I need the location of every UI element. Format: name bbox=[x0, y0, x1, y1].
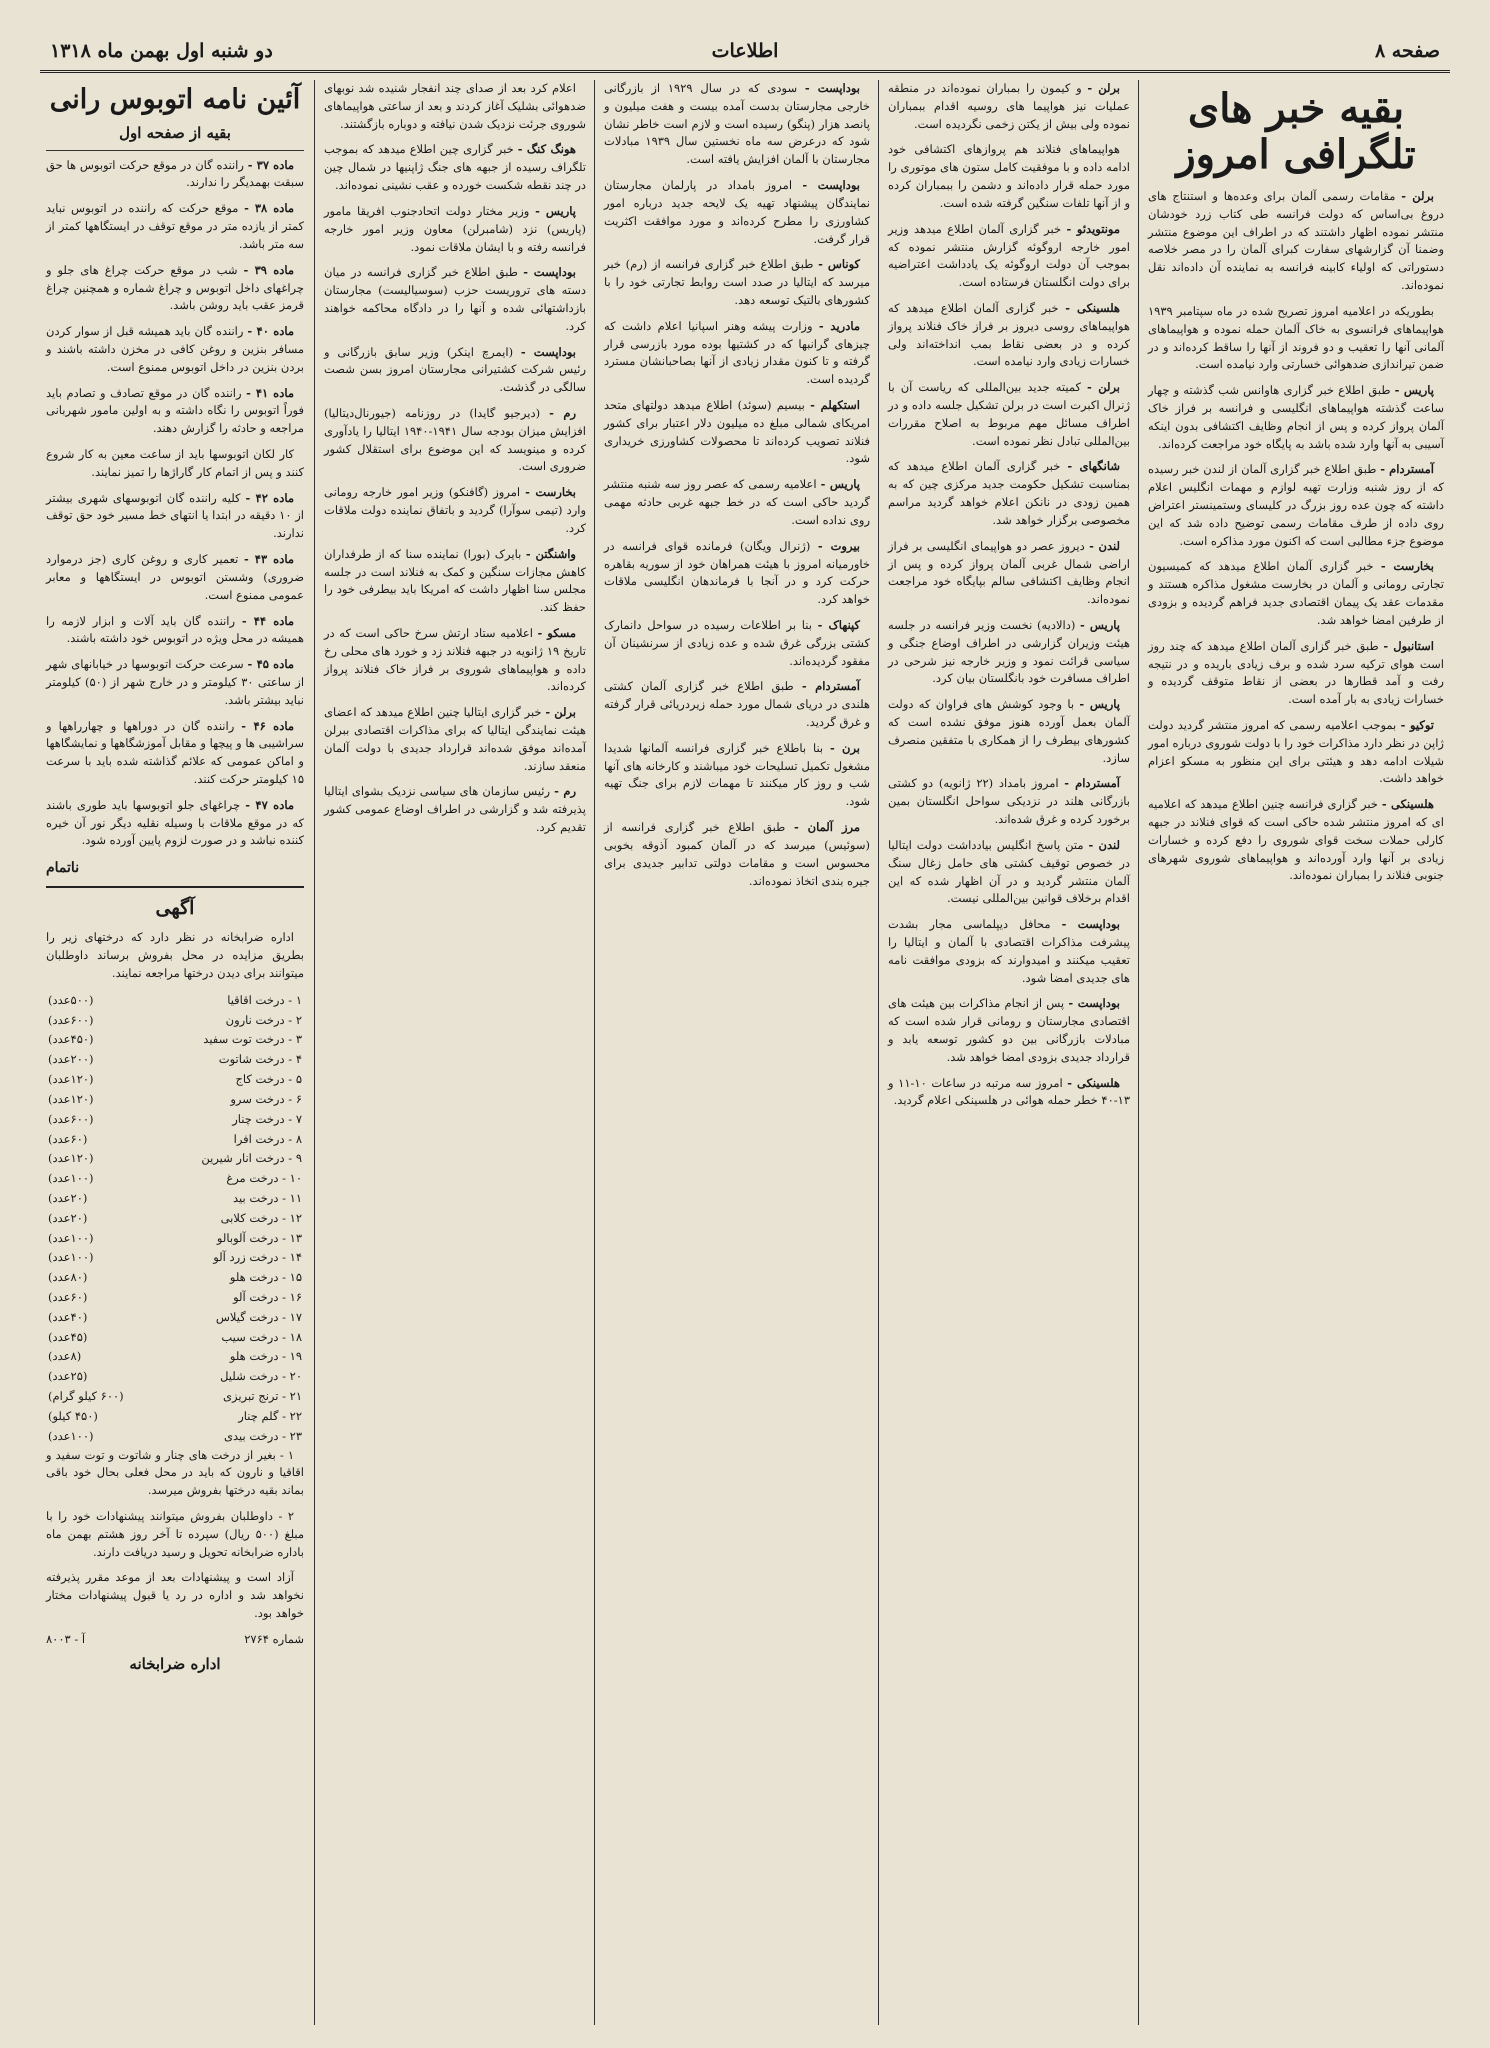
paragraph-text: بموجب اعلامیه رسمی که امروز منتشر گردید دولت ژاپن در نظر دارد مذاکرات خود را با دولت شوروی درباره امور شیلات ادامه دهد و هیئتی برای این منظور به مسکو اعزام خواهد داشت. bbox=[1148, 717, 1444, 786]
dateline: بخارست - bbox=[1380, 559, 1434, 574]
ad-note: آزاد است و پیشنهادات بعد از موعد مقرر پذیرفته نخواهد شد و اداره در رد یا قبول پیشنهادات مختار خواهد بود. bbox=[46, 1570, 304, 1621]
dateline: رم - bbox=[554, 784, 576, 799]
dateline: بوداپست - bbox=[1061, 917, 1120, 932]
item-table bbox=[46, 991, 304, 1447]
item-name: ۱۲ - درخت کلابی bbox=[220, 1210, 302, 1225]
item-name: ۷ - درخت چنار bbox=[232, 1111, 302, 1126]
paragraph-text: کلیه راننده گان اتوبوسهای شهری بیشتر از ۱۰ دقیقه در ابتدا یا انتهای خط مسیر خود حق توقف ندارند. bbox=[46, 490, 305, 541]
column-telegraph-news bbox=[1142, 80, 1450, 2025]
item-name: ۹ - درخت انار شیرین bbox=[201, 1151, 302, 1166]
paragraph-text: بیسیم (سوئد) اطلاع میدهد دولتهای متحد امریکای شمالی مبلغ ده میلیون دلار اعتبار برای کشور فنلاند تصویب کرده‌اند تا محصولات کشاورزی خریداری شود. bbox=[604, 398, 870, 466]
item-name: ۱۸ - درخت سیب bbox=[221, 1329, 302, 1344]
news-paragraph bbox=[1148, 382, 1444, 453]
paragraph-text: طبق اطلاع خبر گزاری آلمان از لندن خبر رسیده که از روز شنبه وزارت تهیه لوازم و مهمات انگلیس اعلام داشته که چون عده روز بزرگ در کلیسای وستمینستر اعتراض روی داده از طرف مقامات رسمی توضیح داده شد که این موضوع جزء مطالبی است که اکنون مورد مذاکره است. bbox=[1148, 462, 1444, 548]
item-count: (۴۰عدد) bbox=[48, 1309, 88, 1324]
paragraph-text: کمیته جدید بین‌المللی که ریاست آن با ژنرال اکبرت است در برلن تشکیل جلسه داده و در اطراف مسائل مهم مربوط به اصلاح مقررات بین‌المللی تبادل نظر نموده است. bbox=[888, 380, 1130, 448]
dateline: استانبول - bbox=[1383, 638, 1434, 653]
news-paragraph bbox=[604, 177, 870, 248]
item-count: (۲۵عدد) bbox=[48, 1369, 88, 1384]
item-name: ۱۹ - درخت هلو bbox=[229, 1349, 302, 1364]
dateline: واشنگتن - bbox=[525, 546, 576, 561]
dateline: کوناس - bbox=[818, 257, 861, 272]
news-paragraph bbox=[1148, 188, 1444, 295]
dateline: مرز آلمان - bbox=[793, 820, 861, 835]
ad-item-row bbox=[46, 1268, 304, 1288]
ad-item-row bbox=[46, 1288, 304, 1308]
paragraph-text: سرعت حرکت اتوبوسها در خیابانهای شهر از ساعتی ۳۰ کیلومتر و در خارج شهر از (۵۰) کیلومتر نباید بیشتر باشد. bbox=[46, 657, 305, 707]
news-paragraph bbox=[1148, 796, 1444, 885]
ad-item-row bbox=[46, 1110, 304, 1130]
dateline: ماده ۴۰ - bbox=[247, 324, 295, 339]
item-count: (۴۵۰ کیلو) bbox=[48, 1408, 98, 1423]
paragraph-text: بطوریکه در اعلامیه امروز تصریح شده در ماه سپتامبر ۱۹۳۹ هواپیماهای فرانسوی به خاک آلمان حمله نموده و هواپیماهای آلمانی آنها را تعقیب و دو فروند از آنها را ساقط کرده‌اند و در ضمن تیراندازی ضدهوائی خسارتی وارد نیامده است. bbox=[1148, 303, 1444, 372]
news-paragraph bbox=[1148, 717, 1444, 788]
news-paragraph bbox=[46, 490, 304, 543]
dateline: کپنهاک - bbox=[817, 617, 860, 632]
paragraph-text: بنا باطلاع خبر گزاری فرانسه آلمانها شدیدا مشغول تکمیل تسلیحات خود میباشند و کارخانه های آنها شب و روز کار میکنند تا مهمات لازم برای جنگ تهیه شود. bbox=[604, 740, 870, 809]
item-name: ۲۲ - گلم چنار bbox=[238, 1408, 302, 1423]
news-paragraph bbox=[324, 141, 586, 194]
news-paragraph bbox=[324, 80, 586, 133]
column-divider bbox=[1138, 80, 1139, 2025]
news-paragraph bbox=[604, 678, 870, 731]
paragraph-text: وزیر مختار دولت اتحادجنوب افریقا مامور (پاریس) نزد (شامبرلن) معاون وزیر امور خارجه فرانسه رفته و با ایشان ملاقات نمود. bbox=[324, 203, 586, 254]
ad-item-row bbox=[46, 1248, 304, 1268]
news-paragraph bbox=[324, 264, 586, 335]
item-count: (۱۰۰عدد) bbox=[48, 1171, 94, 1186]
ad-title: آگهی bbox=[155, 896, 195, 919]
dateline: هلسینکی - bbox=[1065, 300, 1120, 315]
news-paragraph bbox=[46, 797, 304, 850]
dateline: آمستردام - bbox=[1064, 776, 1120, 791]
news-paragraph bbox=[324, 783, 586, 836]
news-paragraph bbox=[324, 704, 586, 775]
news-paragraph bbox=[604, 538, 870, 609]
ad-item-row bbox=[46, 1149, 304, 1169]
item-name: ۶ - درخت سرو bbox=[230, 1091, 302, 1106]
paragraph-text: (ایمرچ اینکر) وزیر سابق بازرگانی و رئیس شرکت کشتیرانی مجارستان امروز بسن شصت سالگی در گذشت. bbox=[324, 344, 586, 395]
ad-item-row bbox=[46, 1308, 304, 1328]
column-divider bbox=[314, 80, 315, 2025]
paragraph-text: اعلام کرد بعد از صدای چند انفجار شنیده شد نوبهای ضدهوائی بشلیک آغاز کردند و بعد از ساعتی هواپیماهای شوروی جرئت نزدیک شدن نیافته و دوباره بازگشتند. bbox=[324, 81, 586, 131]
column-news-2 bbox=[882, 80, 1136, 2025]
article-list bbox=[888, 80, 1130, 1110]
ad-signature: اداره ضرابخانه bbox=[129, 1654, 221, 1673]
news-paragraph bbox=[604, 397, 870, 468]
item-count: (۱۲۰عدد) bbox=[48, 1151, 94, 1166]
paragraph-text: راننده گان باید همیشه قبل از سوار کردن مسافر بنزین و روغن کافی در مخزن داشته باشند و بردن بنزین در داخل اتوبوس ممنوع است. bbox=[46, 324, 304, 374]
news-paragraph bbox=[888, 837, 1130, 908]
paragraph-text: بنا بر اطلاعات رسیده در سواحل دانمارک کشتی بزرگی غرق شده و عده زیادی از سرنشینان آن مفقود گردیده‌اند. bbox=[604, 617, 870, 668]
ad-item-row bbox=[46, 1328, 304, 1348]
paragraph-text: امروز (گافنکو) وزیر امور خارجه رومانی وارد (تیمی سوآرا) گردید و باتفاق نماینده دولت ملاقات کرد. bbox=[324, 485, 586, 535]
news-paragraph bbox=[46, 262, 304, 315]
ad-item-row bbox=[46, 1070, 304, 1090]
item-count: (۸۰عدد) bbox=[48, 1270, 88, 1285]
column-news-3 bbox=[598, 80, 876, 2025]
dateline: ماده ۴۲ - bbox=[245, 490, 294, 505]
news-paragraph bbox=[888, 379, 1130, 450]
paragraph-text: (ژنرال ویگان) فرمانده قوای فرانسه در خاورمیانه امروز با هیئت همراهان خود از سوریه بقاهره حرکت کرد و در آنجا با فرماندهان انگلیسی ملاقات خواهد کرد. bbox=[604, 538, 870, 607]
paragraph-text: (دیرجیو گایدا) در روزنامه (جیورنال‌دیتالیا) افزایش میزان بودجه سال ۱۹۴۱-۱۹۴۰ ایتالیا را یادآوری کرده و مینویسد که این موضوع برای استقلال کشور ضروری است. bbox=[324, 406, 586, 474]
item-name: ۱۴ - درخت زرد آلو bbox=[213, 1250, 302, 1265]
column-divider bbox=[878, 80, 879, 2025]
news-paragraph bbox=[46, 446, 304, 482]
dateline: ماده ۳۹ - bbox=[243, 262, 295, 277]
dateline: بیروت - bbox=[817, 538, 860, 553]
paragraph-text: خبر گزاری آلمان اطلاع میدهد که کمیسیون تجارتی رومانی و آلمان در بخارست مشغول مذاکره هستند و مقدمات عقد یک پیمان اقتصادی جدید فراهم گردیده و بزودی از طرفین امضا خواهد شد. bbox=[1148, 559, 1444, 627]
dateline: بوداپست - bbox=[523, 265, 576, 280]
item-name: ۱۶ - درخت آلو bbox=[233, 1290, 302, 1305]
item-name: ۱ - درخت اقاقیا bbox=[227, 992, 302, 1007]
news-paragraph bbox=[46, 613, 304, 649]
article-list bbox=[46, 157, 304, 851]
dateline: آمستردام - bbox=[801, 679, 860, 694]
item-count: (۲۰۰عدد) bbox=[48, 1052, 94, 1067]
paragraph-text: (دالادیه) نخست وزیر فرانسه در جلسه هیئت وزیران گزارشی در اطراف اوضاع جنگی و سیاسی قرائت نمود و وزیر خارجه نیز شرحی در اطراف مسافرت خود بانگلستان بیان کرد. bbox=[888, 617, 1130, 686]
dateline: لندن - bbox=[1089, 538, 1121, 553]
dateline: پاریس - bbox=[1080, 617, 1120, 632]
paragraph-text: محافل دیپلماسی مجار بشدت پیشرفت مذاکرات اقتصادی با آلمان و ایتالیا را تعقیب میکنند و امیدوارند که بزودی موافقت نامه های جدیدی امضا شود. bbox=[888, 917, 1130, 985]
news-paragraph bbox=[888, 617, 1130, 688]
ad-note: ۱ - بغیر از درخت های چنار و شاتوت و توت سفید و اقاقیا و نارون که باید در محل فعلی بحال خود باقی بماند بقیه درختها بفروش میرسد. bbox=[46, 1447, 304, 1498]
paragraph-text: امروز سه مرتبه در ساعات ۱۰-۱۱ و ۱۳-۴۰ خطر حمله هوائی در هلسینکی اعلام گردید. bbox=[888, 1075, 1130, 1108]
item-count: (۶۰عدد) bbox=[48, 1290, 88, 1305]
dateline: بوداپست - bbox=[520, 344, 577, 359]
ad-notes bbox=[46, 1447, 304, 1623]
continued-from: بقیه از صفحه اول bbox=[46, 122, 304, 150]
item-name: ۳ - درخت توت سفید bbox=[203, 1032, 302, 1047]
masthead bbox=[40, 38, 1450, 73]
news-paragraph bbox=[604, 740, 870, 811]
column-headline: بقیه خبر های تلگرافی امروز bbox=[1176, 85, 1416, 178]
ad-item-row bbox=[46, 1189, 304, 1209]
ad-item-row bbox=[46, 1030, 304, 1050]
paragraph-text: خبر گزاری آلمان اطلاع میدهد که بمناسبت تشکیل حکومت جدید مرکزی چین که به همین زودی در نانکن اعلام خواهد گردید مراسم مخصوصی برگزار خواهد شد. bbox=[888, 459, 1130, 527]
dateline: بوداپست - bbox=[1068, 996, 1120, 1011]
article-list bbox=[604, 80, 870, 890]
news-paragraph bbox=[1148, 461, 1444, 550]
issue-date: دو شنبه اول بهمن ماه ۱۳۱۸ bbox=[50, 40, 273, 62]
dateline: برلن - bbox=[1087, 81, 1120, 95]
paragraph-text: چراغهای جلو اتوبوسها باید طوری باشند که در موقع ملاقات با وسیله نقلیه دیگر نور آن خیره کننده نباشد و در صورت لزوم پایین آورده شود. bbox=[46, 797, 304, 848]
end-mark: ناتمام bbox=[46, 860, 80, 877]
paragraph-text: و کیمون را بمباران نموده‌اند در منطقه عملیات نیز هواپیما های روسیه اقدام ببمباران نموده ولی بیش از یکتن زخمی نگردیده است. bbox=[888, 81, 1130, 131]
paragraph-text: رئیس سازمان های سیاسی نزدیک بشوای ایتالیا پذیرفته شد و گزارشی در اطراف اوضاع عمومی کشور تقدیم کرد. bbox=[324, 784, 586, 835]
item-count: (۶۰عدد) bbox=[48, 1131, 88, 1146]
item-name: ۸ - درخت افرا bbox=[233, 1131, 302, 1146]
dateline: مسکو - bbox=[537, 625, 576, 640]
news-paragraph bbox=[888, 696, 1130, 767]
paragraph-text: طبق اطلاع خبر گزاری آلمان کشتی هلندی در دریای شمال مورد حمله زیردریائی قرار گرفته و غرق گردید. bbox=[604, 679, 870, 729]
dateline: پاریس - bbox=[820, 477, 860, 492]
page-number: صفحه ۸ bbox=[1374, 40, 1440, 62]
item-name: ۱۳ - درخت آلوبالو bbox=[216, 1230, 302, 1245]
paragraph-text: اعلامیه رسمی که عصر روز سه شنبه منتشر گردید حاکی است که در خط جبهه غربی حادثه مهمی روی نداده است. bbox=[604, 477, 870, 527]
item-name: ۴ - درخت شاتوت bbox=[218, 1052, 302, 1067]
column-divider bbox=[594, 80, 595, 2025]
news-paragraph bbox=[888, 995, 1130, 1066]
paragraph-text: تعمیر کاری و روغن کاری (جز درموارد ضروری) وشستن اتوبوس در ایستگاهها و معابر عمومی ممنوع است. bbox=[46, 552, 304, 602]
ad-item-row bbox=[46, 1387, 304, 1407]
item-name: ۵ - درخت کاج bbox=[235, 1072, 302, 1087]
ad-item-row bbox=[46, 1367, 304, 1387]
dateline: ماده ۳۸ - bbox=[244, 201, 295, 216]
paragraph-text: راننده گان در موقع حرکت اتوبوس ها حق سبقت بهمدیگر را ندارند. bbox=[46, 157, 304, 190]
news-paragraph bbox=[888, 458, 1130, 529]
news-paragraph bbox=[46, 323, 304, 376]
ad-intro: اداره ضرابخانه در نظر دارد که درختهای زیر را بطریق مزایده در محل بفروش برساند داوطلبان میتوانند برای دیدن درختها مراجعه نمایند. bbox=[46, 930, 304, 981]
item-count: (۸عدد) bbox=[48, 1349, 82, 1364]
paragraph-text: طبق اطلاع خبر گزاری هاوانس شب گذشته و چهار ساعت گذشته هواپیماهای انگلیسی و فرانسه بر فراز خاک آلمان پرواز کرده و پس از انجام وظایف اکتشافی بدون اینکه آسیبی به آنها وارد شده باشد به پایگاه خود مراجعت کرده‌اند. bbox=[1148, 383, 1444, 451]
dateline: هلسینکی - bbox=[1067, 1075, 1121, 1090]
paragraph-text: کار لکان اتوبوسها باید از ساعت معین به کار شروع کنند و پس از اتمام کار گاراژها را تمیز نمایند. bbox=[46, 447, 304, 479]
news-paragraph bbox=[46, 551, 304, 604]
item-name: ۲۳ - درخت بیدی bbox=[224, 1428, 302, 1443]
dateline: ماده ۴۳ - bbox=[244, 552, 294, 567]
paragraph-text: پس از انجام مذاکرات بین هیئت های اقتصادی مجارستان و رومانی قرار شده است که مبادلات بازرگانی بین دو کشور توسعه یابد و قرارداد جدیدی بزودی امضا خواهد شد. bbox=[888, 996, 1130, 1064]
paragraph-text: خبر گزاری ایتالیا چنین اطلاع میدهد که اعضای هیئت نمایندگی ایتالیا که برای مذاکرات اقتصادی ببرلن آمده‌اند موفق شده‌اند قرارداد جدیدی با دولت آلمان منعقد سازند. bbox=[324, 705, 586, 773]
item-name: ۱۰ - درخت مرغ bbox=[226, 1171, 302, 1186]
paragraph-text: امروز بامداد (۲۲ ژانویه) دو کشتی بازرگانی هلند در نزدیکی سواحل انگلستان بمین برخورد کرده و غرق شده‌اند. bbox=[888, 776, 1130, 827]
dateline: شانگهای - bbox=[1067, 459, 1120, 474]
news-paragraph bbox=[888, 1075, 1130, 1111]
dateline: ماده ۴۱ - bbox=[246, 385, 294, 400]
article-list bbox=[324, 80, 586, 837]
paragraph-text: هواپیماهای فنلاند هم پروازهای اکتشافی خود ادامه داده و با موفقیت کامل ستون های موتوری را مورد حمله قرار داده‌اند و دشمن را ببمباران کرده و از آنها تلفات سنگین گرفته شده است. bbox=[888, 142, 1130, 210]
item-count: (۱۰۰عدد) bbox=[48, 1230, 94, 1245]
news-paragraph bbox=[46, 656, 304, 709]
dateline: ماده ۴۶ - bbox=[241, 718, 294, 733]
news-paragraph bbox=[46, 718, 304, 789]
dateline: توکیو - bbox=[1400, 717, 1435, 732]
ad-code: آ - ۸۰۰۳ bbox=[46, 1631, 86, 1646]
item-name: ۱۱ - درخت بید bbox=[233, 1190, 302, 1205]
dateline: بخارست - bbox=[525, 485, 577, 500]
article-list bbox=[1148, 188, 1444, 885]
item-name: ۱۵ - درخت هلو bbox=[229, 1270, 302, 1285]
dateline: آمستردام - bbox=[1380, 462, 1434, 477]
paragraph-text: امروز بامداد در پارلمان مجارستان نمایندگان پیشنهاد تهیه یک لایحه جدید درباره امور کشاورزی را مطرح کرده‌اند و مورد موافقت اکثریت قرار گرفت. bbox=[604, 178, 870, 246]
dateline: مادرید - bbox=[818, 318, 861, 333]
item-count: (۱۰۰عدد) bbox=[48, 1250, 94, 1265]
ad-item-row bbox=[46, 1011, 304, 1031]
ad-item-row bbox=[46, 1090, 304, 1110]
dateline: برلن - bbox=[545, 705, 577, 720]
news-paragraph bbox=[888, 221, 1130, 292]
news-paragraph bbox=[1148, 638, 1444, 709]
item-count: (۴۵۰عدد) bbox=[48, 1032, 94, 1047]
regulation-title: آئین نامه اتوبوس رانی bbox=[49, 84, 301, 115]
dateline: پاریس - bbox=[1394, 383, 1435, 398]
dateline: برن - bbox=[830, 740, 860, 755]
news-paragraph bbox=[888, 538, 1130, 609]
item-count: (۶۰۰ کیلو گرام) bbox=[48, 1389, 124, 1404]
news-paragraph bbox=[46, 200, 304, 253]
news-paragraph bbox=[604, 476, 870, 529]
ad-item-row bbox=[46, 991, 304, 1011]
news-paragraph bbox=[888, 775, 1130, 828]
advertisement bbox=[46, 886, 304, 1676]
paragraph-text: اعلامیه ستاد ارتش سرخ حاکی است که در تاریخ ۱۹ ژانویه در جبهه فنلاند زد و خورد های محلی رخ داده و هواپیماهای شوروی بر فراز خاک فنلاند پرواز کرده‌اند. bbox=[324, 625, 586, 694]
dateline: ماده ۳۷ - bbox=[247, 157, 294, 172]
item-name: ۲۰ - درخت شلیل bbox=[220, 1369, 302, 1384]
paragraph-text: راننده گان باید آلات و ابزار لازمه را همیشه در محل ویژه در اتوبوس خود داشته باشند. bbox=[46, 613, 304, 646]
news-paragraph bbox=[324, 546, 586, 617]
ad-item-row bbox=[46, 1407, 304, 1427]
item-name: ۲ - درخت نارون bbox=[225, 1012, 302, 1027]
item-name: ۲۱ - ترنج تبریزی bbox=[223, 1389, 302, 1404]
paragraph-text: خبر گزاری فرانسه چنین اطلاع میدهد که اعلامیه ای که امروز منتشر شده حاکی است که قوای فنلاند در جبهه کارلی حملات سخت قوای شوروی را دفع کرده و خسارات زیادی بر آنها وارد آورده‌اند و هواپیماهای شوروی شهرهای جنوبی فنلاند را بمباران نموده‌اند. bbox=[1148, 797, 1444, 883]
paragraph-text: موقع حرکت که راننده در اتوبوس نباید کمتر از یازده متر در موقع توقف در ایستگاهها کمتر از سه متر باشد. bbox=[46, 201, 304, 251]
paragraph-text: مقامات رسمی آلمان برای وعده‌ها و استنتاج های دروغ بی‌اساس که دولت فرانسه طی کتاب زرد خودشان منتشر نموده اظهار داشتند که در اطراف این موضوع منتشر وضمنا آن گزارشهای سفارت کبرای آلمان را در مصر خلاصه دستوراتی که اولیاء کابینه فرانسه به نماینده آن داده‌اند نقل نموده‌اند. bbox=[1148, 189, 1444, 293]
news-paragraph bbox=[324, 625, 586, 696]
column-bus-regulation bbox=[40, 80, 310, 2025]
paragraph-text: خبر گزاری آلمان اطلاع میدهد وزیر امور خارجه اروگوئه گزارش منتشر نموده که بموجب آن دولت اروگوئه یک یادداشت اعتراضیه برای دولت انگلستان فرستاده است. bbox=[888, 221, 1130, 290]
ad-item-row bbox=[46, 1130, 304, 1150]
news-paragraph bbox=[888, 141, 1130, 212]
news-paragraph bbox=[324, 405, 586, 476]
news-paragraph bbox=[888, 300, 1130, 371]
news-paragraph bbox=[888, 916, 1130, 987]
item-name: ۱۷ - درخت گیلاس bbox=[215, 1309, 302, 1324]
dateline: پاریس - bbox=[535, 203, 576, 218]
ad-item-row bbox=[46, 1169, 304, 1189]
dateline: رم - bbox=[549, 406, 576, 420]
dateline: ماده ۴۵ - bbox=[247, 657, 294, 672]
dateline: برلن - bbox=[1401, 189, 1435, 203]
column-news-4 bbox=[318, 80, 592, 2025]
paragraph-text: دیروز عصر دو هواپیمای انگلیسی بر فراز اراضی شمال غربی آلمان پرواز کرده و پس از انجام وظایف اکتشافی سالم بپایگاه خود مراجعت نموده‌اند. bbox=[888, 538, 1130, 607]
paragraph-text: طبق اطلاع خبر گزاری فرانسه از (سوئیس) میرسد که در آلمان کمبود آذوقه بخوبی محسوس است و مقامات دولتی تدابیر جدیدی برای جیره بندی اتخاذ نموده‌اند. bbox=[604, 820, 870, 888]
news-paragraph bbox=[604, 256, 870, 309]
news-paragraph bbox=[604, 80, 870, 169]
item-count: (۶۰۰عدد) bbox=[48, 1012, 94, 1027]
dateline: بوداپست - bbox=[802, 178, 860, 193]
paragraph-text: با وجود کوشش های فراوان که دولت آلمان بعمل آورده هنوز موفق نشده است که کشورهای بیطرف را از همکاری با متفقین منصرف سازد. bbox=[888, 697, 1130, 765]
news-paragraph bbox=[46, 157, 304, 193]
ad-note: ۲ - داوطلبان بفروش میتوانند پیشنهادات خود را با مبلغ (۵۰۰ ریال) سپرده تا آخر روز هشتم بهمن ماه باداره ضرابخانه تحویل و رسید دریافت دارند. bbox=[46, 1508, 305, 1559]
dateline: ماده ۴۴ - bbox=[241, 613, 295, 628]
ad-item-row bbox=[46, 1050, 304, 1070]
ad-number: شماره ۲۷۶۴ bbox=[244, 1631, 304, 1646]
item-count: (۵۰۰عدد) bbox=[48, 992, 94, 1007]
news-paragraph bbox=[324, 344, 586, 397]
paragraph-text: طبق اطلاع خبر گزاری فرانسه از (رم) خبر میرسد که ایتالیا در صدد است روابط تجارتی خود را با کشورهای بالتیک توسعه دهد. bbox=[604, 257, 870, 307]
dateline: استکهلم - bbox=[810, 398, 860, 412]
paper-name: اطلاعات bbox=[711, 40, 779, 62]
paragraph-text: طبق اطلاع خبر گزاری فرانسه در میان دسته های تروریست حزب (سوسیالیست) مجارستان بازداشتهائی شده و آنها را در دادگاه محاکمه خواهند کرد. bbox=[324, 265, 586, 333]
paragraph-text: خبر گزاری چین اطلاع میدهد که بموجب تلگراف رسیده از جبهه های جنگ ژاپنیها در شمال چین در چند نقطه شکست خورده و عقب نشینی نموده‌اند. bbox=[324, 142, 586, 193]
dateline: مونتویدئو - bbox=[1066, 221, 1121, 236]
news-paragraph bbox=[46, 385, 304, 438]
paragraph-text: متن پاسخ انگلیس بیادداشت دولت ایتالیا در خصوص توقیف کشتی های حامل زغال سنگ آلمان منتشر گردید و در آن اظهار شده که این اقدام برخلاف قوانین بین‌المللی نیست. bbox=[888, 837, 1130, 906]
dateline: پاریس - bbox=[1079, 697, 1120, 712]
item-count: (۱۲۰عدد) bbox=[48, 1091, 94, 1106]
news-paragraph bbox=[1148, 558, 1444, 629]
ad-item-row bbox=[46, 1209, 304, 1229]
dateline: ماده ۴۷ - bbox=[245, 797, 294, 812]
news-paragraph bbox=[888, 80, 1130, 133]
ad-item-row bbox=[46, 1229, 304, 1249]
news-paragraph bbox=[604, 819, 870, 890]
news-paragraph bbox=[324, 203, 586, 256]
dateline: برلن - bbox=[1087, 380, 1120, 395]
ad-footer bbox=[46, 1631, 304, 1649]
paragraph-text: سودی که در سال ۱۹۲۹ از بازرگانی خارجی مجارستان بدست آمده بیست و هفت میلیون و پانصد هزار (پنگو) رسیده است و لازم است خاطر نشان شود که درعرض سه ماه نخستین سال ۱۹۳۹ مبادلات مجارستان با آلمان افزایش یافته است. bbox=[604, 81, 870, 167]
item-count: (۲۰عدد) bbox=[48, 1190, 88, 1205]
dateline: هلسینکی - bbox=[1381, 797, 1434, 812]
item-count: (۱۰۰عدد) bbox=[48, 1428, 94, 1443]
paragraph-text: بایرک (بورا) نماینده سنا که از طرفداران کاهش مجازات سنگین و کمک به فنلاند است در جلسه مجلس سنا اظهار داشت که امریکا باید بیطرفی خود را حفظ کند. bbox=[324, 546, 586, 615]
paragraph-text: خبر گزاری آلمان اطلاع میدهد که هواپیماهای روسی دیروز بر فراز خاک فنلاند پرواز کرده و در بعضی نقاط بمب انداخته‌اند ولی خسارات زیادی وارد نیامده است. bbox=[888, 300, 1130, 369]
dateline: بوداپست - bbox=[804, 81, 860, 95]
paragraph-text: راننده گان در دوراهها و چهارراهها و سراشیبی ها و پیچها و مقابل آموزشگاهها و نمایشگاهها و اماکن عمومی که علائم گذاشته شده باید با سرعت ۱۵ کیلومتر حرکت کنند. bbox=[46, 718, 304, 787]
item-count: (۶۰۰عدد) bbox=[48, 1111, 94, 1126]
ad-item-row bbox=[46, 1347, 304, 1367]
item-count: (۲۰عدد) bbox=[48, 1210, 88, 1225]
news-paragraph bbox=[1148, 303, 1444, 374]
dateline: لندن - bbox=[1088, 837, 1121, 852]
dateline: هونگ کنگ - bbox=[517, 142, 576, 157]
news-paragraph bbox=[604, 318, 870, 389]
paragraph-text: وزارت پیشه وهنر اسپانیا اعلام داشت که چیزهای گرانبها که در کشتیها بوده مورد بازرسی قرار گرفته و تا کنون مقدار زیادی از آنها بصاحبانشان مسترد گردیده است. bbox=[604, 318, 870, 387]
paragraph-text: شب در موقع حرکت چراغ های جلو و چراغهای داخل اتوبوس و چراغ شماره و همچنین چراغ قرمز عقب باید روشن باشد. bbox=[46, 262, 304, 313]
ad-item-row bbox=[46, 1427, 304, 1447]
news-paragraph bbox=[604, 617, 870, 670]
item-count: (۴۵عدد) bbox=[48, 1329, 88, 1344]
paragraph-text: طبق خبر گزاری آلمان اطلاع میدهد که چند روز است هوای ترکیه سرد شده و برف زیادی باریده و در نتیجه رفت و آمد قطارها در بعضی از نقاط متوقف گردیده و خسارات زیادی به بار آمده است. bbox=[1148, 638, 1444, 707]
paragraph-text: راننده گان در موقع تصادف و تصادم باید فوراً اتوبوس را نگاه داشته و به اولین مامور شهربانی مراجعه و حادثه را گزارش دهند. bbox=[46, 385, 304, 436]
news-paragraph bbox=[324, 484, 586, 537]
item-count: (۱۲۰عدد) bbox=[48, 1072, 94, 1087]
